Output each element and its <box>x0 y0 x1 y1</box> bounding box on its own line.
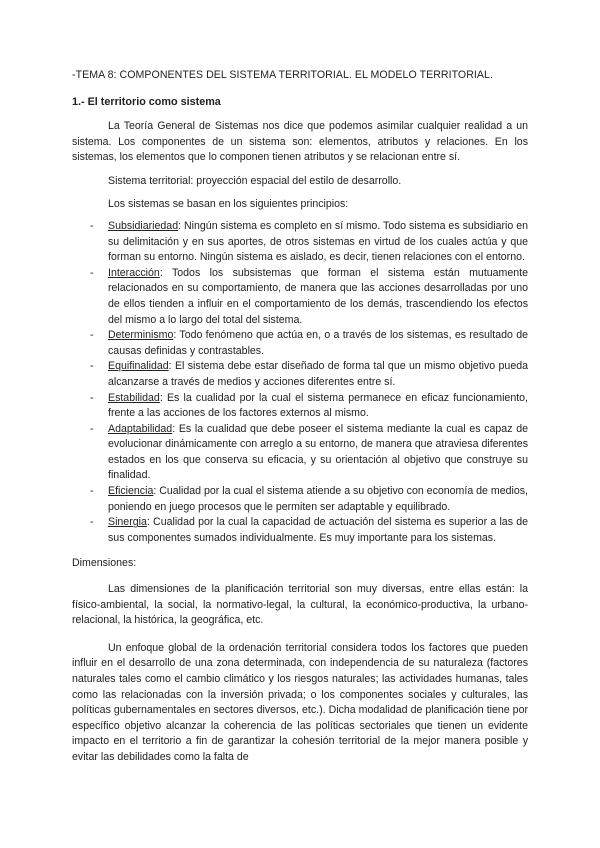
principle-text: : Es la cualidad que debe poseer el sistema mediante la cual es capaz de evolucionar dinámicamente con arreglo a su entorno, de manera que atraviesa diferentes estados en los que conserva su eficacia, y su orientación al objetivo que construye su finalidad. <box>108 422 528 482</box>
principle-term: Estabilidad <box>108 391 160 404</box>
principle-item <box>72 359 528 390</box>
principle-text: : Todos los subsistemas que forman el sistema están mutuamente relacionados en su comportamiento, de manera que las acciones desarrolladas por uno de ellos tienden a influir en el comportamiento de los demás, trascendiendo los efectos del mismo a lo largo del total del sistema. <box>108 266 528 326</box>
principle-text: : El sistema debe estar diseñado de forma tal que un mismo objetivo pueda alcanzarse a través de medios y acciones diferentes entre sí. <box>108 360 528 388</box>
bullet-dash: - <box>90 360 94 373</box>
principle-item <box>72 422 528 484</box>
principle-text: : Es la cualidad por la cual el sistema permanece en eficaz funcionamiento, frente a las acciones de los factores externos al mismo. <box>108 391 528 420</box>
principle-term: Eficiencia <box>108 485 154 498</box>
bullet-dash: - <box>90 391 94 404</box>
principles-list <box>72 219 528 546</box>
section-heading: 1.- El territorio como sistema <box>72 96 221 108</box>
principle-item <box>72 515 528 546</box>
bullet-dash: - <box>90 485 94 498</box>
principle-term: Determinismo <box>108 329 174 342</box>
bullet-dash: - <box>90 422 94 435</box>
document-page <box>72 68 528 766</box>
principle-term: Subsidiariedad <box>108 219 179 232</box>
principle-term: Sinergia <box>108 516 147 529</box>
global-approach-paragraph: Un enfoque global de la ordenación territorial considera todos los factores que pueden influir en el desarrollo de una zona determinada, con independencia de su naturaleza (factores naturales tales como el cambio climático y los riesgos naturales; las actividades humanas, tales como las relacionadas con la inversión privada; o los componentes sociales y culturales, las políticas gubernamentales en sectores diversos, etc.). Dicha modalidad de planificación tiene por específico objetivo alcanzar la coherencia de las políticas sectoriales que tienen un evidente impacto en el territorio a fin de garantizar la cohesión territorial de la mejor manera posible y evitar las debilidades como la falta de <box>72 641 528 763</box>
territorial-system-definition: Sistema territorial: proyección espacial del estilo de desarrollo. <box>108 174 402 187</box>
principle-item <box>72 266 528 328</box>
principle-term: Equifinalidad <box>108 360 169 373</box>
principle-term: Interacción <box>108 266 160 279</box>
bullet-dash: - <box>90 219 94 232</box>
principle-item <box>72 484 528 515</box>
intro-paragraph: La Teoría General de Sistemas nos dice que podemos asimilar cualquier realidad a un sistema. Los componentes de un sistema son: elementos, atributos y relaciones. En los sistemas, los elementos que lo componen tienen atributos y se relacionan entre sí. <box>72 120 528 164</box>
principle-item <box>72 219 528 266</box>
principle-text: : Todo fenómeno que actúa en, o a través de los sistemas, es resultado de causas definidas y contrastables. <box>108 329 528 357</box>
principle-text: : Ningún sistema es completo en sí mismo. Todo sistema es subsidiario en su delimitación y en sus aportes, de otros sistemas en virtud de los cuales actúa y que forman su entorno. Ningún sistema es aislado, es decir, tienen relaciones con el entorno. <box>108 219 528 264</box>
bullet-dash: - <box>90 516 94 529</box>
principle-item <box>72 328 528 359</box>
bullet-dash: - <box>90 329 94 342</box>
dimensions-heading: Dimensiones: <box>72 557 137 570</box>
dimensions-paragraph: Las dimensiones de la planificación territorial son muy diversas, entre ellas están: la físico-ambiental, la social, la normativo-legal, la cultural, la económico-productiva, la urbano-relacional, la histórica, la geográfica, etc. <box>72 583 528 627</box>
principle-text: : Cualidad por la cual el sistema atiende a su objetivo con economía de medios, poniendo en juego procesos que le permiten ser adaptable y equilibrado. <box>108 485 528 513</box>
principle-text: : Cualidad por la cual la capacidad de actuación del sistema es superior a las de sus componentes sumados individualmente. Es muy importante para los sistemas. <box>108 516 528 544</box>
bullet-dash: - <box>90 266 94 279</box>
document-title: -TEMA 8: COMPONENTES DEL SISTEMA TERRITORIAL. EL MODELO TERRITORIAL. <box>72 69 493 81</box>
principles-intro: Los sistemas se basan en los siguientes principios: <box>108 198 349 211</box>
principle-term: Adaptabilidad <box>108 422 173 435</box>
principle-item <box>72 391 528 422</box>
